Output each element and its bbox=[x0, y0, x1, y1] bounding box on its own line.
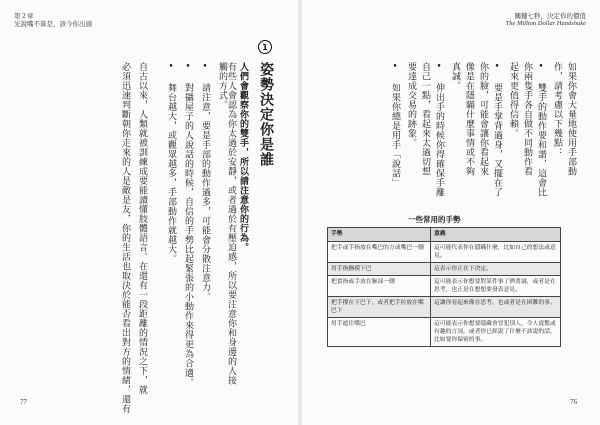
left-text-column: 有些人會認為你太過於安靜，或者過於有壓迫感，所以要注意你和身邊的人接 bbox=[226, 62, 236, 385]
table-cell-gesture: 用手遮住嘴巴 bbox=[328, 318, 431, 347]
table-header-row bbox=[328, 228, 561, 242]
right-text-column: 要達成交易的跡象。 bbox=[406, 62, 416, 148]
book-english-title: The Million Dollar Handshake bbox=[505, 20, 586, 27]
gesture-table-title: 一些常用的手勢 bbox=[408, 215, 461, 224]
gesture-table bbox=[327, 227, 561, 347]
right-text-column: 真誠。 bbox=[450, 62, 460, 91]
table-cell-gesture: 把手撐在下巴下，或者把手拉放在嘴巴下 bbox=[328, 297, 431, 318]
table-cell-meaning: 這可能代表你在隱瞞什麼，比如自己的想法或意見。 bbox=[431, 242, 561, 263]
left-text-column: 自古以來，人類就被訓練成要能讀懂肢體語言。在還有一段距離的情況之下，就 bbox=[137, 62, 147, 395]
left-text-column: • 舞台越大，或觀眾越多，手部動作就越大。 bbox=[166, 62, 176, 264]
table-cell-meaning: 這可能表示你想要隱藏會冒犯別人，令人震驚或有趣的言詞，或者你已經說了什麼不該說的話，比如要你保密的事。 bbox=[431, 318, 561, 347]
table-cell-meaning: 這表示你正在下決定。 bbox=[431, 263, 561, 276]
table-row bbox=[328, 318, 561, 347]
left-text-column: • 對攝屋子的人說話的時候，自信的手勢比起緊張的小動作來得更為合適。 bbox=[183, 62, 193, 387]
table-cell-gesture: 把食指或手放在臉部一側 bbox=[328, 276, 431, 297]
right-text-column: • 雙手的動作要和諧，這會比 bbox=[536, 62, 546, 197]
right-text-column: 自己一點，看起來太過切想 bbox=[420, 62, 430, 176]
table-header-meaning: 意義 bbox=[431, 228, 561, 242]
right-text-column: 如果你會大量地使用手部動 bbox=[566, 62, 576, 176]
table-header-gesture: 手勢 bbox=[328, 228, 431, 242]
left-page-number: 77 bbox=[20, 398, 27, 406]
table-row bbox=[328, 242, 561, 263]
left-page bbox=[0, 0, 298, 425]
table-cell-meaning: 這讓你看起來像在思考，也或者是在困難的事。 bbox=[431, 297, 561, 318]
right-running-header bbox=[506, 12, 586, 28]
right-text-column: • 如果你總是用手「說話」 bbox=[390, 62, 400, 188]
left-text-column: • 請注意，要是手部的動作過多，可能會分散注意力。 bbox=[200, 62, 210, 302]
right-text-column: 起來更值得信賴。 bbox=[508, 62, 518, 138]
table-cell-meaning: 這可能表示你想要對某件事了擠著論，或者是在思考，也正是在想想要發表意見。 bbox=[431, 276, 561, 297]
chapter-subtitle: 光說嘴不算是，該今你出頭 bbox=[14, 20, 92, 28]
right-text-column: • 要是手掌背過身，又擺在了 bbox=[492, 62, 502, 197]
right-text-column: 像是在隱瞞什麼事情或不夠 bbox=[464, 62, 474, 176]
bold-question: 人們會觀察你的雙手，所以請注意你的行為。 bbox=[238, 62, 248, 252]
right-text-column: • 伸出手的時候你得確保手離 bbox=[434, 62, 444, 197]
section-title: 姿勢決定你是誰 bbox=[258, 62, 274, 167]
table-row bbox=[328, 297, 561, 318]
left-running-header bbox=[14, 12, 92, 28]
book-title: 關鍵七秒，決定你的價值 bbox=[514, 12, 586, 20]
table-cell-gesture: 把手或手指放在嘴巴的方或嘴巴一側 bbox=[328, 242, 431, 263]
table-cell-gesture: 用手指撫摸下巴 bbox=[328, 263, 431, 276]
right-text-column: 你兩隻手各自做不同動作看 bbox=[522, 62, 532, 176]
chapter-label: 第２章 bbox=[14, 12, 34, 20]
right-page-number: 76 bbox=[570, 398, 577, 406]
table-row bbox=[328, 276, 561, 297]
left-text-column: 觸的方式。 bbox=[217, 62, 227, 110]
right-text-column: 作，請考慮以下幾點： bbox=[552, 62, 562, 157]
right-text-column: 你的臉，可能會讓你看起來 bbox=[478, 62, 488, 176]
table-row bbox=[328, 263, 561, 276]
section-number-badge: 1 bbox=[258, 40, 272, 54]
left-text-column: 必須迅速判斷朝你走來的人是敵是友，你的生活也取決於能否看出對方的情緒，還有 bbox=[120, 62, 130, 414]
